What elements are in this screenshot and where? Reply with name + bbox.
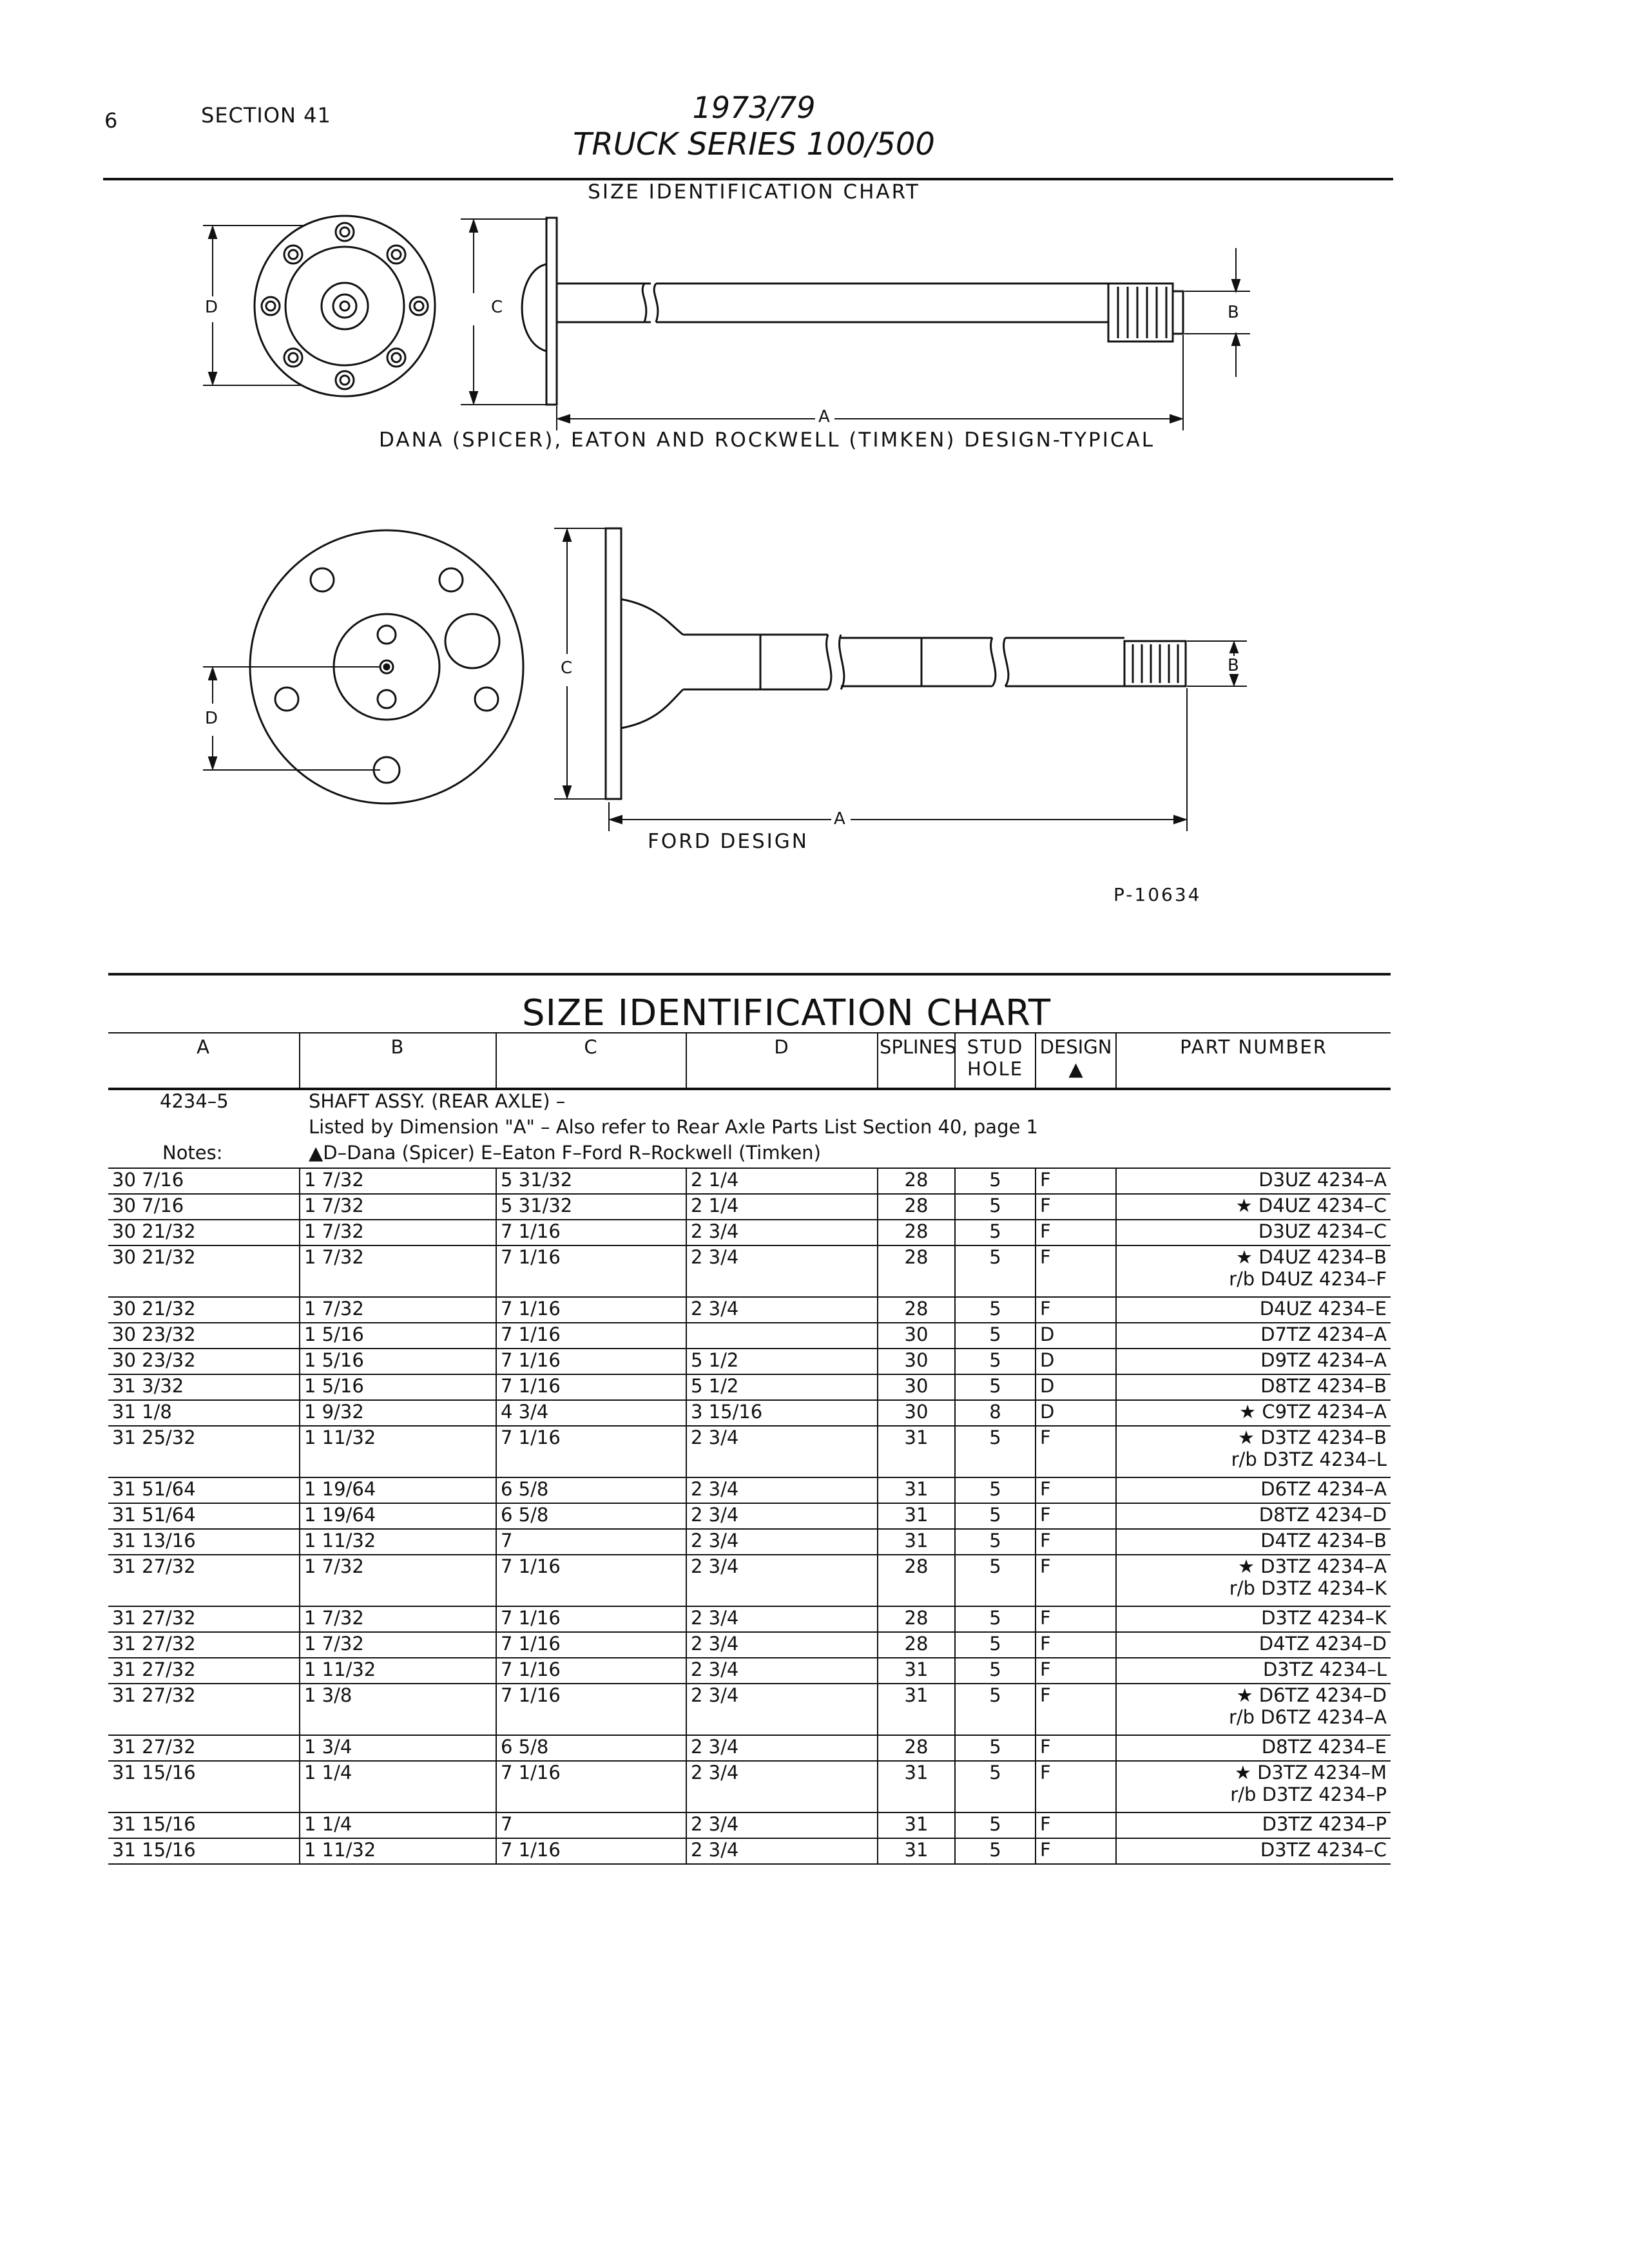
cell-a: 30 21/32: [108, 1220, 300, 1245]
part-number: D3TZ 4234–C: [1260, 1839, 1387, 1861]
cell-design: D: [1036, 1349, 1116, 1374]
cell-design: F: [1036, 1529, 1116, 1555]
cell-stud-hole: 5: [955, 1374, 1036, 1400]
table-header-row: [108, 1033, 1391, 1089]
part-number: D3TZ 4234–K: [1261, 1607, 1387, 1629]
part-number: D4UZ 4234–E: [1259, 1298, 1387, 1320]
cell-splines: 28: [878, 1606, 955, 1632]
table-row: [108, 1245, 1391, 1297]
cell-part-number: [1116, 1812, 1391, 1838]
table-row: [108, 1477, 1391, 1503]
cell-part-number: [1116, 1838, 1391, 1864]
cell-stud-hole: 5: [955, 1812, 1036, 1838]
cell-a: 31 15/16: [108, 1838, 300, 1864]
series-title: TRUCK SERIES 100/500: [573, 126, 935, 162]
cell-splines: 31: [878, 1838, 955, 1864]
part-number: r/b D4UZ 4234–F: [1229, 1268, 1387, 1290]
cell-splines: 31: [878, 1529, 955, 1555]
cell-stud-hole: 5: [955, 1529, 1036, 1555]
cell-d: 2 1/4: [686, 1168, 878, 1194]
cell-b: 1 5/16: [300, 1323, 496, 1349]
table-top-rule: [108, 973, 1391, 975]
cell-a: 31 51/64: [108, 1503, 300, 1529]
top-shaft-drawing: [522, 218, 1183, 405]
intro-line-1: SHAFT ASSY. (REAR AXLE) –: [309, 1090, 566, 1112]
cell-design: F: [1036, 1812, 1116, 1838]
cell-part-number: [1116, 1658, 1391, 1684]
table-row: [108, 1555, 1391, 1606]
table-row: [108, 1632, 1391, 1658]
cell-a: 30 21/32: [108, 1297, 300, 1323]
cell-c: 5 31/32: [496, 1194, 686, 1220]
cell-a: 31 13/16: [108, 1529, 300, 1555]
cell-a: 30 7/16: [108, 1168, 300, 1194]
cell-d: 2 3/4: [686, 1297, 878, 1323]
part-number: r/b D6TZ 4234–A: [1228, 1706, 1387, 1728]
cell-splines: 28: [878, 1194, 955, 1220]
part-number: D6TZ 4234–A: [1260, 1478, 1387, 1500]
cell-design: F: [1036, 1194, 1116, 1220]
cell-stud-hole: 5: [955, 1761, 1036, 1812]
cell-d: 2 3/4: [686, 1245, 878, 1297]
cell-design: F: [1036, 1838, 1116, 1864]
part-number: ★ D4UZ 4234–C: [1235, 1195, 1387, 1216]
part-number: r/b D3TZ 4234–L: [1231, 1448, 1387, 1470]
cell-stud-hole: 5: [955, 1245, 1036, 1297]
cell-b: 1 7/32: [300, 1606, 496, 1632]
cell-b: 1 7/32: [300, 1220, 496, 1245]
cell-part-number: [1116, 1503, 1391, 1529]
table-row: [108, 1194, 1391, 1220]
cell-d: 2 3/4: [686, 1220, 878, 1245]
cell-stud-hole: 5: [955, 1658, 1036, 1684]
cell-a: 31 3/32: [108, 1374, 300, 1400]
figure-title: SIZE IDENTIFICATION CHART: [588, 180, 920, 204]
cell-a: 30 23/32: [108, 1323, 300, 1349]
header-part-number: PART NUMBER: [1116, 1033, 1391, 1089]
cell-c: 7: [496, 1529, 686, 1555]
cell-design: F: [1036, 1658, 1116, 1684]
part-number: D9TZ 4234–A: [1260, 1349, 1387, 1371]
cell-design: F: [1036, 1220, 1116, 1245]
header-b: B: [300, 1033, 496, 1089]
cell-b: 1 11/32: [300, 1529, 496, 1555]
part-number: r/b D3TZ 4234–P: [1230, 1783, 1387, 1805]
part-number: D8TZ 4234–B: [1260, 1375, 1387, 1397]
cell-design: D: [1036, 1400, 1116, 1426]
cell-b: 1 7/32: [300, 1168, 496, 1194]
cell-part-number: [1116, 1684, 1391, 1735]
cell-stud-hole: 5: [955, 1168, 1036, 1194]
cell-b: 1 19/64: [300, 1477, 496, 1503]
table-row: [108, 1323, 1391, 1349]
cell-a: 31 27/32: [108, 1735, 300, 1761]
cell-b: 1 11/32: [300, 1838, 496, 1864]
cell-stud-hole: 5: [955, 1297, 1036, 1323]
cell-b: 1 1/4: [300, 1761, 496, 1812]
cell-splines: 30: [878, 1400, 955, 1426]
header-splines: SPLINES: [878, 1033, 955, 1089]
cell-c: 7 1/16: [496, 1220, 686, 1245]
top-dimension-c: [461, 219, 548, 405]
cell-d: 2 3/4: [686, 1606, 878, 1632]
cell-c: 7 1/16: [496, 1245, 686, 1297]
dim-label-d-bottom: D: [205, 709, 218, 728]
cell-a: 31 27/32: [108, 1658, 300, 1684]
cell-d: 2 3/4: [686, 1529, 878, 1555]
cell-design: F: [1036, 1297, 1116, 1323]
cell-part-number: [1116, 1374, 1391, 1400]
part-number: D3UZ 4234–A: [1258, 1169, 1387, 1191]
part-number: D8TZ 4234–E: [1261, 1736, 1387, 1758]
cell-d: 2 3/4: [686, 1632, 878, 1658]
cell-splines: 31: [878, 1477, 955, 1503]
cell-b: 1 7/32: [300, 1297, 496, 1323]
cell-d: 3 15/16: [686, 1400, 878, 1426]
table-row: [108, 1349, 1391, 1374]
cell-c: 5 31/32: [496, 1168, 686, 1194]
cell-part-number: [1116, 1477, 1391, 1503]
cell-b: 1 11/32: [300, 1426, 496, 1477]
cell-stud-hole: 5: [955, 1838, 1036, 1864]
top-flange-drawing: [255, 216, 435, 396]
cell-d: 2 3/4: [686, 1812, 878, 1838]
cell-c: 7 1/16: [496, 1761, 686, 1812]
cell-d: 2 3/4: [686, 1477, 878, 1503]
table-row: [108, 1529, 1391, 1555]
cell-a: 31 15/16: [108, 1761, 300, 1812]
cell-a: 30 21/32: [108, 1245, 300, 1297]
dim-label-d-top: D: [205, 298, 218, 317]
cell-a: 30 23/32: [108, 1349, 300, 1374]
cell-c: 7 1/16: [496, 1426, 686, 1477]
top-caption: DANA (SPICER), EATON AND ROCKWELL (TIMKEN) DESIGN-TYPICAL: [379, 428, 1155, 452]
page-number: 6: [104, 108, 119, 133]
cell-design: F: [1036, 1761, 1116, 1812]
notes-text: ▲D–Dana (Spicer) E–Eaton F–Ford R–Rockwell (Timken): [300, 1142, 1391, 1168]
cell-part-number: [1116, 1400, 1391, 1426]
cell-part-number: [1116, 1426, 1391, 1477]
cell-splines: 28: [878, 1245, 955, 1297]
table-row: [108, 1812, 1391, 1838]
part-number: D8TZ 4234–D: [1258, 1504, 1387, 1526]
table-row: [108, 1220, 1391, 1245]
cell-splines: 28: [878, 1735, 955, 1761]
part-number: D3TZ 4234–P: [1262, 1813, 1387, 1835]
top-dimension-d: [203, 226, 303, 385]
cell-c: 6 5/8: [496, 1477, 686, 1503]
cell-splines: 30: [878, 1349, 955, 1374]
bottom-caption: FORD DESIGN: [648, 830, 809, 853]
cell-b: 1 7/32: [300, 1632, 496, 1658]
cell-splines: 28: [878, 1555, 955, 1606]
cell-c: 7 1/16: [496, 1555, 686, 1606]
part-number: D3UZ 4234–C: [1258, 1220, 1387, 1242]
cell-splines: 30: [878, 1374, 955, 1400]
cell-c: 7 1/16: [496, 1323, 686, 1349]
header-design: DESIGN ▲: [1036, 1033, 1116, 1089]
cell-b: 1 9/32: [300, 1400, 496, 1426]
dim-label-a-bottom: A: [834, 809, 845, 829]
cell-splines: 31: [878, 1684, 955, 1735]
cell-design: F: [1036, 1555, 1116, 1606]
table-row: [108, 1400, 1391, 1426]
table-row: [108, 1426, 1391, 1477]
bottom-dimension-d: [203, 667, 380, 770]
cell-design: F: [1036, 1426, 1116, 1477]
cell-part-number: [1116, 1168, 1391, 1194]
cell-part-number: [1116, 1323, 1391, 1349]
cell-c: 7 1/16: [496, 1684, 686, 1735]
cell-a: 31 51/64: [108, 1477, 300, 1503]
cell-design: F: [1036, 1503, 1116, 1529]
intro-row-3: [108, 1142, 1391, 1168]
cell-b: 1 11/32: [300, 1658, 496, 1684]
cell-stud-hole: 5: [955, 1632, 1036, 1658]
intro-line-2: Listed by Dimension "A" – Also refer to Rear Axle Parts List Section 40, page 1: [309, 1116, 1038, 1138]
part-number: ★ D4UZ 4234–B: [1236, 1246, 1387, 1268]
table-row: [108, 1761, 1391, 1812]
dim-label-c-bottom: C: [561, 658, 573, 678]
dim-label-c-top: C: [491, 298, 503, 317]
cell-design: F: [1036, 1168, 1116, 1194]
dim-label-b-bottom: B: [1228, 656, 1239, 675]
cell-part-number: [1116, 1529, 1391, 1555]
cell-d: 2 3/4: [686, 1761, 878, 1812]
cell-a: 31 27/32: [108, 1632, 300, 1658]
table-title: SIZE IDENTIFICATION CHART: [522, 992, 1052, 1034]
cell-stud-hole: 5: [955, 1220, 1036, 1245]
cell-splines: 31: [878, 1503, 955, 1529]
cell-b: 1 7/32: [300, 1194, 496, 1220]
intro-row-2: [108, 1116, 1391, 1142]
cell-design: F: [1036, 1632, 1116, 1658]
cell-c: 6 5/8: [496, 1735, 686, 1761]
cell-d: 2 3/4: [686, 1838, 878, 1864]
table-row: [108, 1503, 1391, 1529]
cell-stud-hole: 5: [955, 1194, 1036, 1220]
cell-d: 5 1/2: [686, 1374, 878, 1400]
table-row: [108, 1658, 1391, 1684]
cell-stud-hole: 5: [955, 1735, 1036, 1761]
top-dimension-a: [557, 335, 1183, 430]
cell-d: 2 3/4: [686, 1735, 878, 1761]
cell-design: F: [1036, 1477, 1116, 1503]
notes-label: Notes:: [108, 1142, 300, 1168]
part-number: ★ C9TZ 4234–A: [1239, 1401, 1387, 1423]
cell-a: 30 7/16: [108, 1194, 300, 1220]
cell-a: 31 1/8: [108, 1400, 300, 1426]
table-row: [108, 1374, 1391, 1400]
intro-code: 4234–5: [160, 1090, 229, 1112]
part-number: r/b D3TZ 4234–K: [1229, 1577, 1387, 1599]
cell-c: 7 1/16: [496, 1349, 686, 1374]
cell-stud-hole: 5: [955, 1555, 1036, 1606]
cell-b: 1 3/8: [300, 1684, 496, 1735]
table-row: [108, 1606, 1391, 1632]
cell-a: 31 27/32: [108, 1606, 300, 1632]
cell-c: 4 3/4: [496, 1400, 686, 1426]
cell-d: [686, 1323, 878, 1349]
bottom-dimension-a: [609, 688, 1187, 831]
cell-c: 7 1/16: [496, 1297, 686, 1323]
cell-c: 7 1/16: [496, 1632, 686, 1658]
header-stud-hole: STUD HOLE: [955, 1033, 1036, 1089]
cell-splines: 30: [878, 1323, 955, 1349]
cell-b: 1 5/16: [300, 1349, 496, 1374]
cell-d: 2 3/4: [686, 1658, 878, 1684]
part-number: D3TZ 4234–L: [1262, 1658, 1387, 1680]
part-number: D7TZ 4234–A: [1260, 1323, 1387, 1345]
cell-part-number: [1116, 1606, 1391, 1632]
cell-b: 1 19/64: [300, 1503, 496, 1529]
cell-b: 1 7/32: [300, 1245, 496, 1297]
cell-part-number: [1116, 1297, 1391, 1323]
cell-stud-hole: 5: [955, 1349, 1036, 1374]
part-number: D4TZ 4234–D: [1258, 1633, 1387, 1655]
cell-c: 7 1/16: [496, 1374, 686, 1400]
size-identification-table: [108, 1032, 1391, 1865]
part-number: ★ D3TZ 4234–M: [1234, 1762, 1387, 1783]
cell-splines: 28: [878, 1220, 955, 1245]
intro-row-1: [108, 1089, 1391, 1116]
cell-d: 2 3/4: [686, 1555, 878, 1606]
table-row: [108, 1838, 1391, 1864]
cell-splines: 31: [878, 1812, 955, 1838]
cell-stud-hole: 5: [955, 1684, 1036, 1735]
cell-splines: 28: [878, 1168, 955, 1194]
table-row: [108, 1735, 1391, 1761]
axle-diagrams: [0, 0, 1629, 915]
cell-a: 31 27/32: [108, 1555, 300, 1606]
cell-c: 7 1/16: [496, 1658, 686, 1684]
figure-id: P-10634: [1113, 884, 1202, 905]
cell-part-number: [1116, 1245, 1391, 1297]
cell-part-number: [1116, 1761, 1391, 1812]
cell-splines: 31: [878, 1426, 955, 1477]
cell-part-number: [1116, 1632, 1391, 1658]
cell-stud-hole: 5: [955, 1426, 1036, 1477]
top-dimension-b: [1184, 248, 1250, 377]
part-number: ★ D6TZ 4234–D: [1236, 1684, 1387, 1706]
cell-design: F: [1036, 1606, 1116, 1632]
cell-b: 1 3/4: [300, 1735, 496, 1761]
cell-d: 2 3/4: [686, 1426, 878, 1477]
cell-b: 1 5/16: [300, 1374, 496, 1400]
cell-part-number: [1116, 1555, 1391, 1606]
cell-part-number: [1116, 1194, 1391, 1220]
cell-c: 7 1/16: [496, 1606, 686, 1632]
cell-splines: 28: [878, 1297, 955, 1323]
cell-design: F: [1036, 1684, 1116, 1735]
cell-splines: 31: [878, 1761, 955, 1812]
cell-design: D: [1036, 1374, 1116, 1400]
cell-part-number: [1116, 1735, 1391, 1761]
cell-stud-hole: 5: [955, 1606, 1036, 1632]
table-row: [108, 1684, 1391, 1735]
cell-design: D: [1036, 1323, 1116, 1349]
cell-stud-hole: 8: [955, 1400, 1036, 1426]
cell-b: 1 7/32: [300, 1555, 496, 1606]
cell-design: F: [1036, 1735, 1116, 1761]
header-a: A: [108, 1033, 300, 1089]
cell-c: 7 1/16: [496, 1838, 686, 1864]
cell-b: 1 1/4: [300, 1812, 496, 1838]
cell-a: 31 15/16: [108, 1812, 300, 1838]
cell-splines: 31: [878, 1658, 955, 1684]
part-number: ★ D3TZ 4234–A: [1238, 1555, 1387, 1577]
cell-part-number: [1116, 1220, 1391, 1245]
part-number: D4TZ 4234–B: [1260, 1530, 1387, 1552]
table-row: [108, 1297, 1391, 1323]
cell-d: 5 1/2: [686, 1349, 878, 1374]
cell-c: 6 5/8: [496, 1503, 686, 1529]
cell-d: 2 1/4: [686, 1194, 878, 1220]
cell-d: 2 3/4: [686, 1503, 878, 1529]
cell-a: 31 27/32: [108, 1684, 300, 1735]
cell-d: 2 3/4: [686, 1684, 878, 1735]
part-number: ★ D3TZ 4234–B: [1238, 1427, 1387, 1448]
table-row: [108, 1168, 1391, 1194]
dim-label-a-top: A: [818, 407, 830, 427]
cell-c: 7: [496, 1812, 686, 1838]
dim-label-b-top: B: [1228, 303, 1239, 322]
header-d: D: [686, 1033, 878, 1089]
cell-stud-hole: 5: [955, 1477, 1036, 1503]
cell-design: F: [1036, 1245, 1116, 1297]
cell-splines: 28: [878, 1632, 955, 1658]
cell-stud-hole: 5: [955, 1323, 1036, 1349]
bottom-shaft-drawing: [606, 528, 1186, 799]
cell-a: 31 25/32: [108, 1426, 300, 1477]
cell-stud-hole: 5: [955, 1503, 1036, 1529]
section-label: SECTION 41: [201, 103, 331, 128]
header-c: C: [496, 1033, 686, 1089]
years-title: 1973/79: [692, 90, 816, 125]
cell-part-number: [1116, 1349, 1391, 1374]
